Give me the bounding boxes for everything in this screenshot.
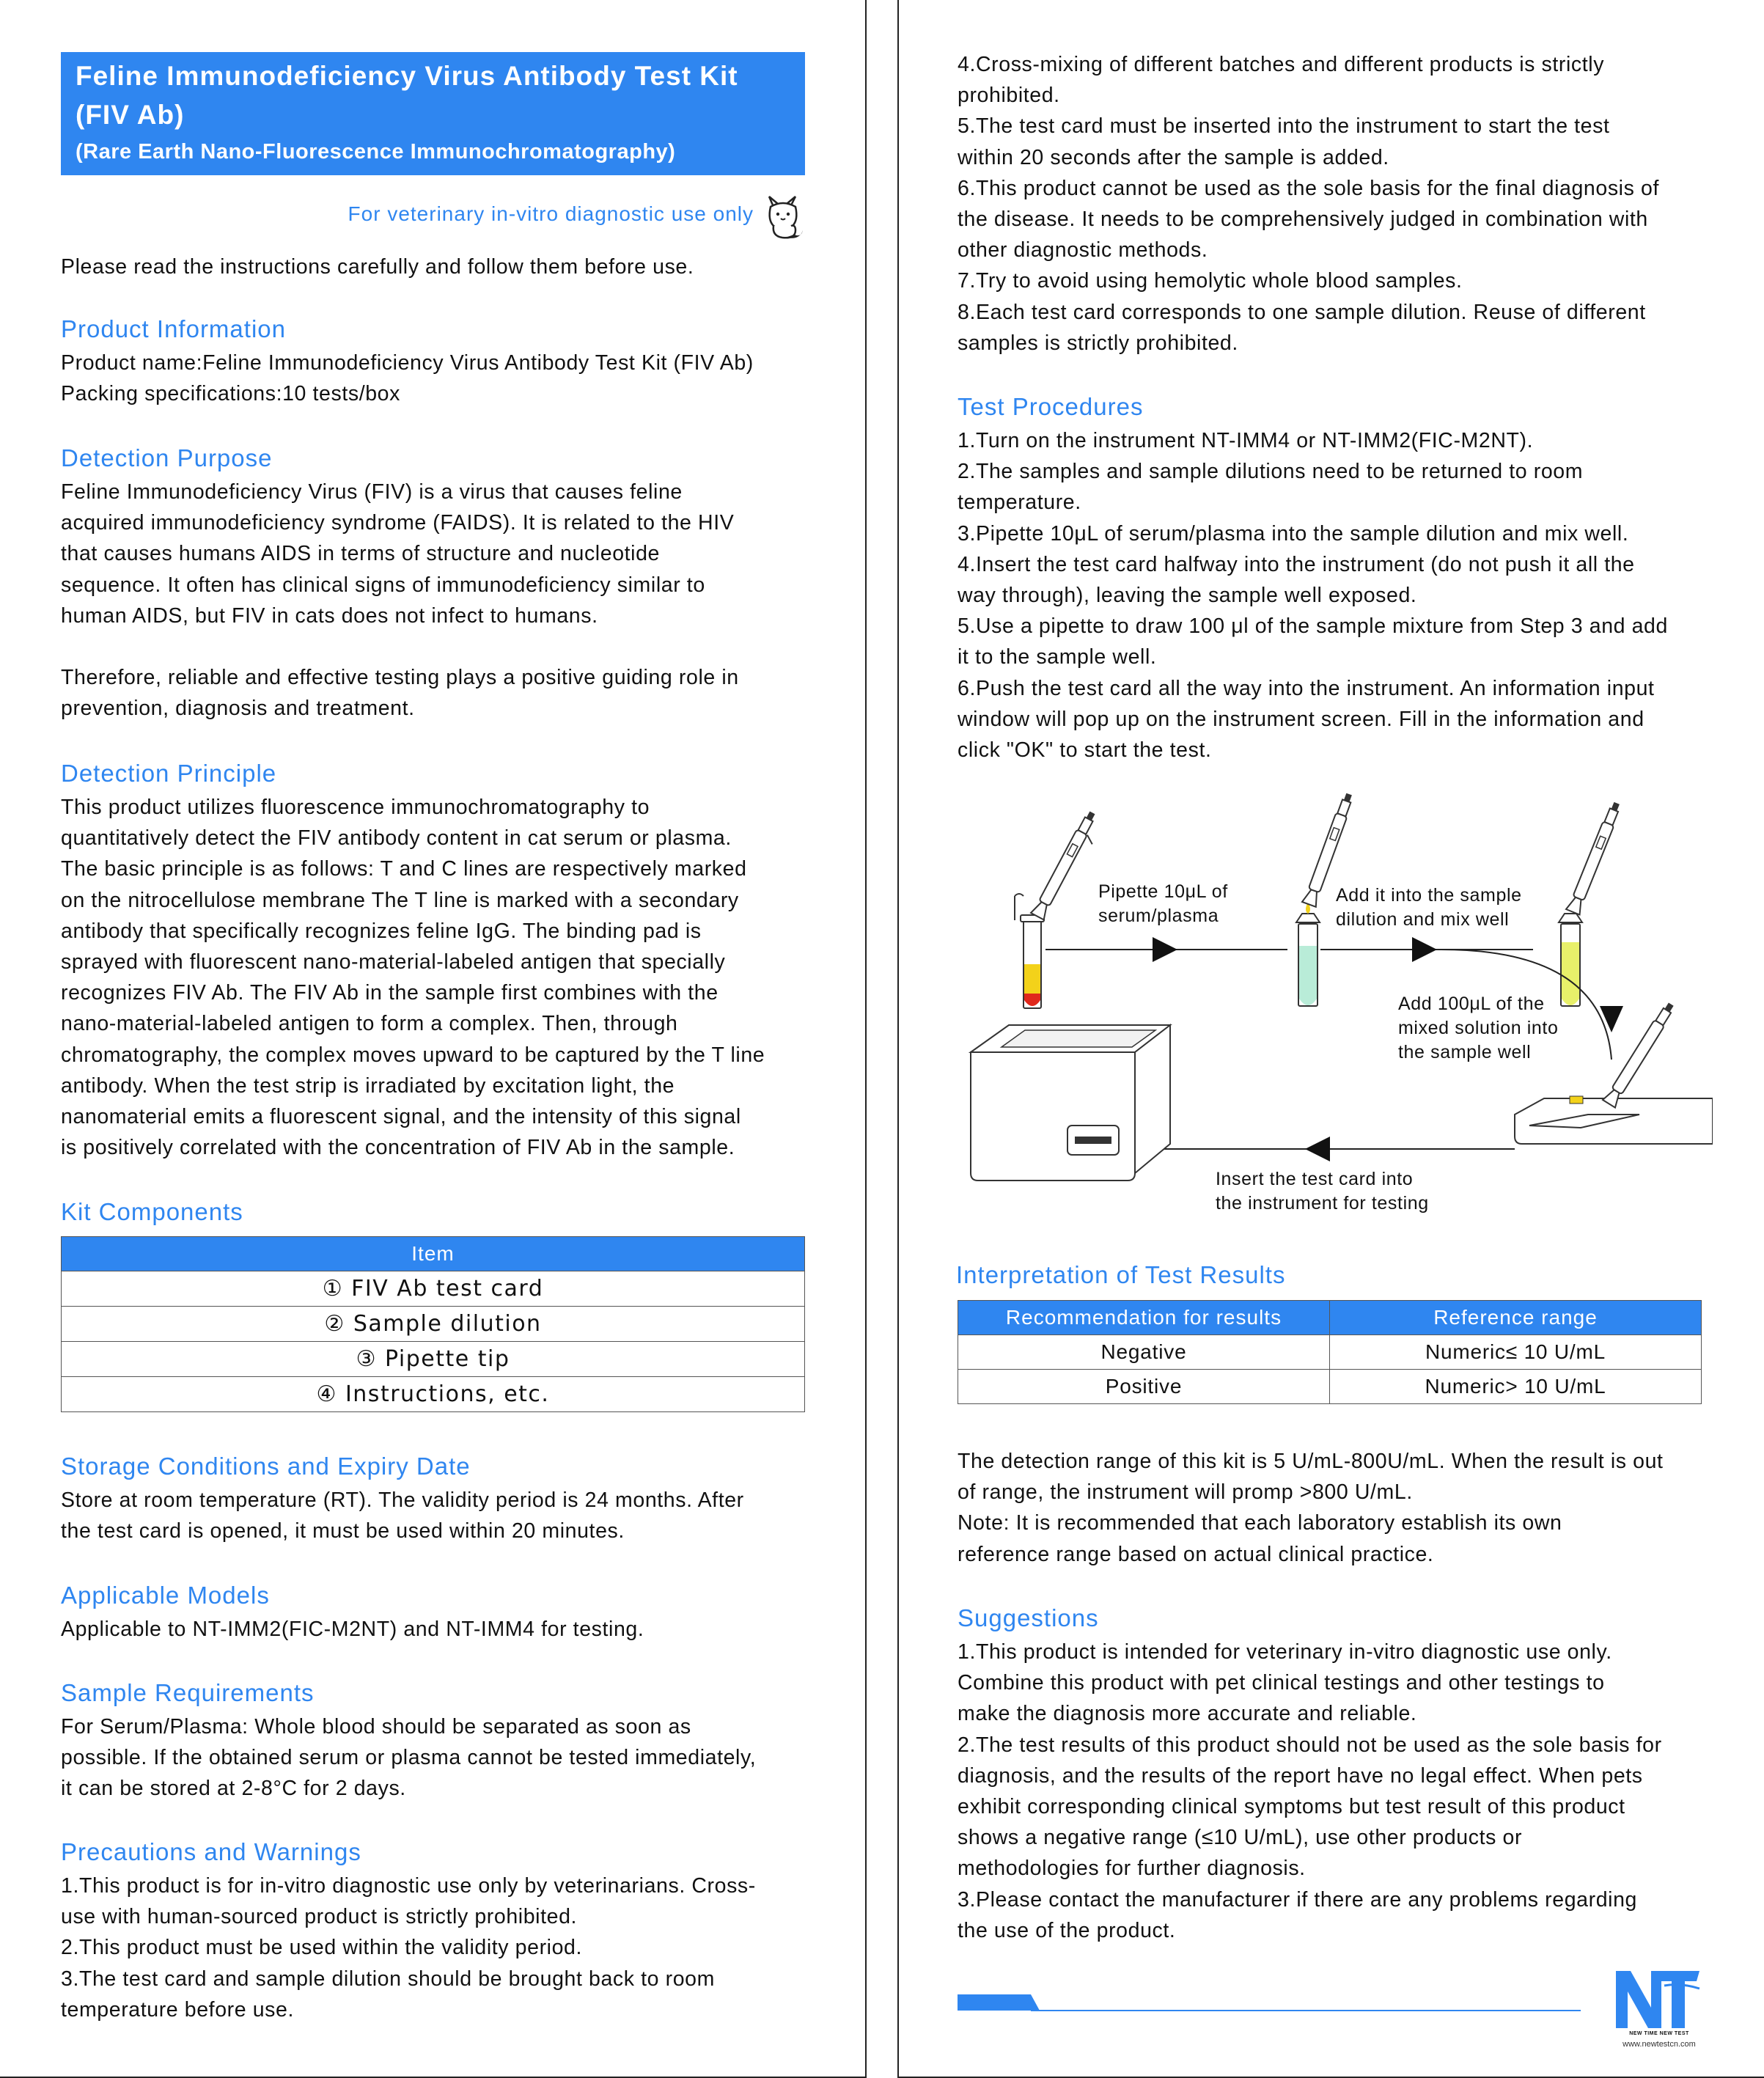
text-line: Add it into the sample: [1336, 885, 1522, 906]
text-line: the use of the product.: [958, 1918, 1176, 1942]
text-line: 3.Pipette 10μL of serum/plasma into the sample dilution and mix well.: [958, 521, 1629, 546]
text-line: samples is strictly prohibited.: [958, 331, 1238, 355]
text-line: quantitatively detect the FIV antibody content in cat serum or plasma.: [61, 826, 732, 851]
title-banner: [61, 52, 805, 175]
text-line: Combine this product with pet clinical testings and other testings to: [958, 1671, 1605, 1695]
footer-bar: [958, 1993, 1581, 2012]
heading-detection-principle: Detection Principle: [61, 760, 277, 787]
text-line: methodologies for further diagnosis.: [958, 1857, 1306, 1881]
text-line: of range, the instrument will promp >800 U/mL.: [958, 1480, 1413, 1505]
text-line: The detection range of this kit is 5 U/mL-800U/mL. When the result is out: [958, 1450, 1664, 1473]
dilution-tube-icon: [1296, 902, 1320, 1006]
table-cell: ② Sample dilution: [62, 1307, 805, 1342]
table-cell: Negative: [958, 1335, 1330, 1370]
text-line: 6.This product cannot be used as the sole basis for the final diagnosis of: [958, 176, 1659, 200]
table-header: Item: [62, 1237, 805, 1271]
cat-icon: [763, 189, 806, 242]
text-line: click "OK" to start the test.: [958, 738, 1212, 763]
interpretation-block: [958, 1446, 1664, 1570]
text-line: 3.Please contact the manufacturer if there are any problems regarding: [958, 1887, 1637, 1912]
text-line: that causes humans AIDS in terms of structure and nucleotide: [61, 542, 660, 566]
arrow-right-icon: [1153, 937, 1177, 962]
text-line: 2.This product must be used within the validity period.: [61, 1936, 583, 1960]
text-line: reference range based on actual clinical practice.: [958, 1542, 1434, 1566]
text-line: 1.This product is intended for veterinary in-vitro diagnostic use only.: [958, 1640, 1612, 1664]
text-line: 1.This product is for in-vitro diagnostic use only by veterinarians. Cross-: [61, 1874, 756, 1898]
procedure-diagram: [958, 792, 1713, 1232]
text-line: Packing specifications:10 tests/box: [61, 382, 400, 406]
text-line: For Serum/Plasma: Whole blood should be separated as soon as: [61, 1715, 691, 1739]
instrument-icon: [971, 1025, 1170, 1181]
text-line: the instrument for testing: [1216, 1193, 1429, 1214]
text-line: 8.Each test card corresponds to one sample dilution. Reuse of different: [958, 300, 1646, 324]
text-line: Store at room temperature (RT). The validity period is 24 months. After: [61, 1488, 744, 1512]
text-line: temperature.: [958, 491, 1081, 515]
detection-purpose-block: [61, 477, 739, 724]
table-cell: ① FIV Ab test card: [62, 1271, 805, 1307]
table-cell: ③ Pipette tip: [62, 1342, 805, 1377]
text-line: Insert the test card into: [1216, 1169, 1414, 1189]
logo-tagline: NEW TIME NEW TEST: [1629, 2031, 1689, 2036]
text-line: it can be stored at 2-8°C for 2 days.: [61, 1777, 406, 1801]
text-line: way through), leaving the sample well exposed.: [958, 584, 1417, 608]
title-line1: Feline Immunodeficiency Virus Antibody Test Kit: [76, 61, 738, 91]
text-line: use with human-sourced product is strictly prohibited.: [61, 1905, 578, 1929]
text-line: make the diagnosis more accurate and reliable.: [958, 1702, 1417, 1726]
diagram-label-step2: [1336, 884, 1522, 932]
text-line: exhibit corresponding clinical symptoms but test result of this product: [958, 1795, 1625, 1819]
text-line: Product name:Feline Immunodeficiency Virus Antibody Test Kit (FIV Ab): [61, 351, 754, 375]
nt-logo: [1613, 1967, 1704, 2049]
text-line: dilution and mix well: [1336, 909, 1510, 930]
text-line: prevention, diagnosis and treatment.: [61, 697, 415, 721]
table-cell: Positive: [958, 1370, 1330, 1404]
table-header: Reference range: [1330, 1301, 1702, 1335]
text-line: acquired immunodeficiency syndrome (FAIDS). It is related to the HIV: [61, 511, 735, 535]
text-line: diagnosis, and the results of the report have no legal effect. When pets: [958, 1763, 1643, 1788]
heading-interpretation: Interpretation of Test Results: [956, 1261, 1286, 1288]
storage-block: [61, 1485, 744, 1546]
text-line: 2.The samples and sample dilutions need to be returned to room: [958, 460, 1584, 484]
heading-kit-components: Kit Components: [61, 1198, 243, 1225]
title-line2: (FIV Ab): [76, 100, 185, 130]
vet-note: For veterinary in-vitro diagnostic use only: [348, 202, 754, 225]
pipette-icon: [1566, 801, 1623, 915]
arrow-right-icon: [1412, 937, 1437, 962]
intro-text: Please read the instructions carefully and follow them before use.: [61, 255, 694, 279]
heading-suggestions: Suggestions: [958, 1604, 1099, 1631]
text-line: prohibited.: [958, 84, 1060, 108]
text-line: sequence. It often has clinical signs of immunodeficiency similar to: [61, 573, 705, 597]
heading-storage: Storage Conditions and Expiry Date: [61, 1453, 471, 1480]
text-line: chromatography, the complex moves upward to be captured by the T line: [61, 1043, 765, 1067]
text-line: 3.The test card and sample dilution should be brought back to room: [61, 1967, 715, 1991]
text-line: 6.Push the test card all the way into the instrument. An information input: [958, 676, 1655, 700]
text-line: window will pop up on the instrument screen. Fill in the information and: [958, 707, 1644, 731]
text-line: 5.The test card must be inserted into the instrument to start the test: [958, 114, 1610, 139]
text-line: other diagnostic methods.: [958, 238, 1208, 262]
precautions-block-left: [61, 1870, 756, 2025]
text-line: serum/plasma: [1098, 906, 1219, 926]
table-cell: Numeric≤ 10 U/mL: [1330, 1335, 1702, 1370]
results-table: [958, 1300, 1702, 1404]
text-line: the sample well: [1398, 1042, 1532, 1062]
arrow-left-icon: [1305, 1137, 1330, 1161]
text-line: antibody that specifically recognizes feline IgG. The binding pad is: [61, 919, 702, 943]
mixed-tube-icon: [1559, 914, 1582, 1006]
text-line: sprayed with fluorescent nano-material-labeled antigen that specially: [61, 950, 726, 974]
logo-url: www.newtestcn.com: [1622, 2040, 1696, 2049]
suggestions-block: [958, 1637, 1662, 1946]
text-line: This product utilizes fluorescence immunochromatography to: [61, 796, 650, 819]
arrow-down-icon: [1600, 1006, 1623, 1032]
subtitle: (Rare Earth Nano-Fluorescence Immunochromatography): [76, 140, 676, 164]
kit-components-table: [61, 1236, 805, 1412]
text-line: 2.The test results of this product should not be used as the sole basis for: [958, 1733, 1662, 1757]
text-line: Applicable to NT-IMM2(FIC-M2NT) and NT-IMM4 for testing.: [61, 1618, 644, 1641]
text-line: 7.Try to avoid using hemolytic whole blood samples.: [958, 269, 1463, 293]
detection-principle-block: [61, 792, 765, 1163]
text-line: temperature before use.: [61, 1997, 294, 2022]
procedures-block: [958, 425, 1668, 766]
product-info-block: [61, 348, 754, 409]
heading-precautions: Precautions and Warnings: [61, 1838, 361, 1865]
table-cell: Numeric> 10 U/mL: [1330, 1370, 1702, 1404]
text-line: mixed solution into: [1398, 1018, 1559, 1038]
diagram-label-step3: [1398, 992, 1558, 1065]
text-line: nanomaterial emits a fluorescent signal, and the intensity of this signal: [61, 1105, 741, 1129]
text-line: The basic principle is as follows: T and C lines are respectively marked: [61, 857, 747, 881]
text-line: on the nitrocellulose membrane The T line is marked with a secondary: [61, 888, 739, 912]
heading-product-info: Product Information: [61, 315, 286, 342]
table-header: Recommendation for results: [958, 1301, 1330, 1335]
sample-requirements-block: [61, 1711, 756, 1805]
models-block: [61, 1614, 644, 1645]
text-line: Add 100μL of the: [1398, 994, 1545, 1014]
text-line: [61, 631, 739, 662]
pipette-icon: [1031, 809, 1106, 923]
text-line: Therefore, reliable and effective testing plays a positive guiding role in: [61, 666, 739, 690]
text-line: recognizes FIV Ab. The FIV Ab in the sample first combines with the: [61, 981, 719, 1005]
text-line: 5.Use a pipette to draw 100 μl of the sample mixture from Step 3 and add: [958, 614, 1668, 639]
heading-applicable-models: Applicable Models: [61, 1582, 270, 1609]
text-line: possible. If the obtained serum or plasma cannot be tested immediately,: [61, 1746, 757, 1770]
text-line: shows a negative range (≤10 U/mL), use other products or: [958, 1826, 1523, 1850]
text-line: 4.Insert the test card halfway into the instrument (do not push it all the: [958, 552, 1635, 576]
text-line: is positively correlated with the concentration of FIV Ab in the sample.: [61, 1136, 735, 1160]
text-line: human AIDS, but FIV in cats does not infect to humans.: [61, 603, 598, 628]
text-line: the test card is opened, it must be used within 20 minutes.: [61, 1519, 625, 1543]
heading-detection-purpose: Detection Purpose: [61, 444, 273, 471]
text-line: it to the sample well.: [958, 645, 1157, 669]
text-line: 1.Turn on the instrument NT-IMM4 or NT-IMM2(FIC-M2NT).: [958, 429, 1534, 452]
left-page: [0, 0, 867, 2078]
text-line: Note: It is recommended that each laboratory establish its own: [958, 1511, 1562, 1535]
text-line: nano-material-labeled antigen to form a complex. Then, through: [61, 1012, 678, 1036]
text-line: antibody. When the test strip is irradiated by excitation light, the: [61, 1073, 675, 1098]
table-cell: ④ Instructions, etc.: [62, 1377, 805, 1412]
diagram-label-step4: [1216, 1167, 1429, 1216]
text-line: Feline Immunodeficiency Virus (FIV) is a virus that causes feline: [61, 480, 683, 504]
text-line: 4.Cross-mixing of different batches and different products is strictly: [958, 53, 1605, 76]
heading-test-procedures: Test Procedures: [958, 393, 1144, 420]
text-line: Pipette 10μL of: [1098, 881, 1228, 902]
text-line: the disease. It needs to be comprehensively judged in combination with: [958, 208, 1648, 232]
text-line: within 20 seconds after the sample is added.: [958, 145, 1389, 169]
diagram-label-step1: [1098, 880, 1228, 928]
precautions-block-right: [958, 49, 1659, 359]
heading-sample-requirements: Sample Requirements: [61, 1679, 315, 1706]
